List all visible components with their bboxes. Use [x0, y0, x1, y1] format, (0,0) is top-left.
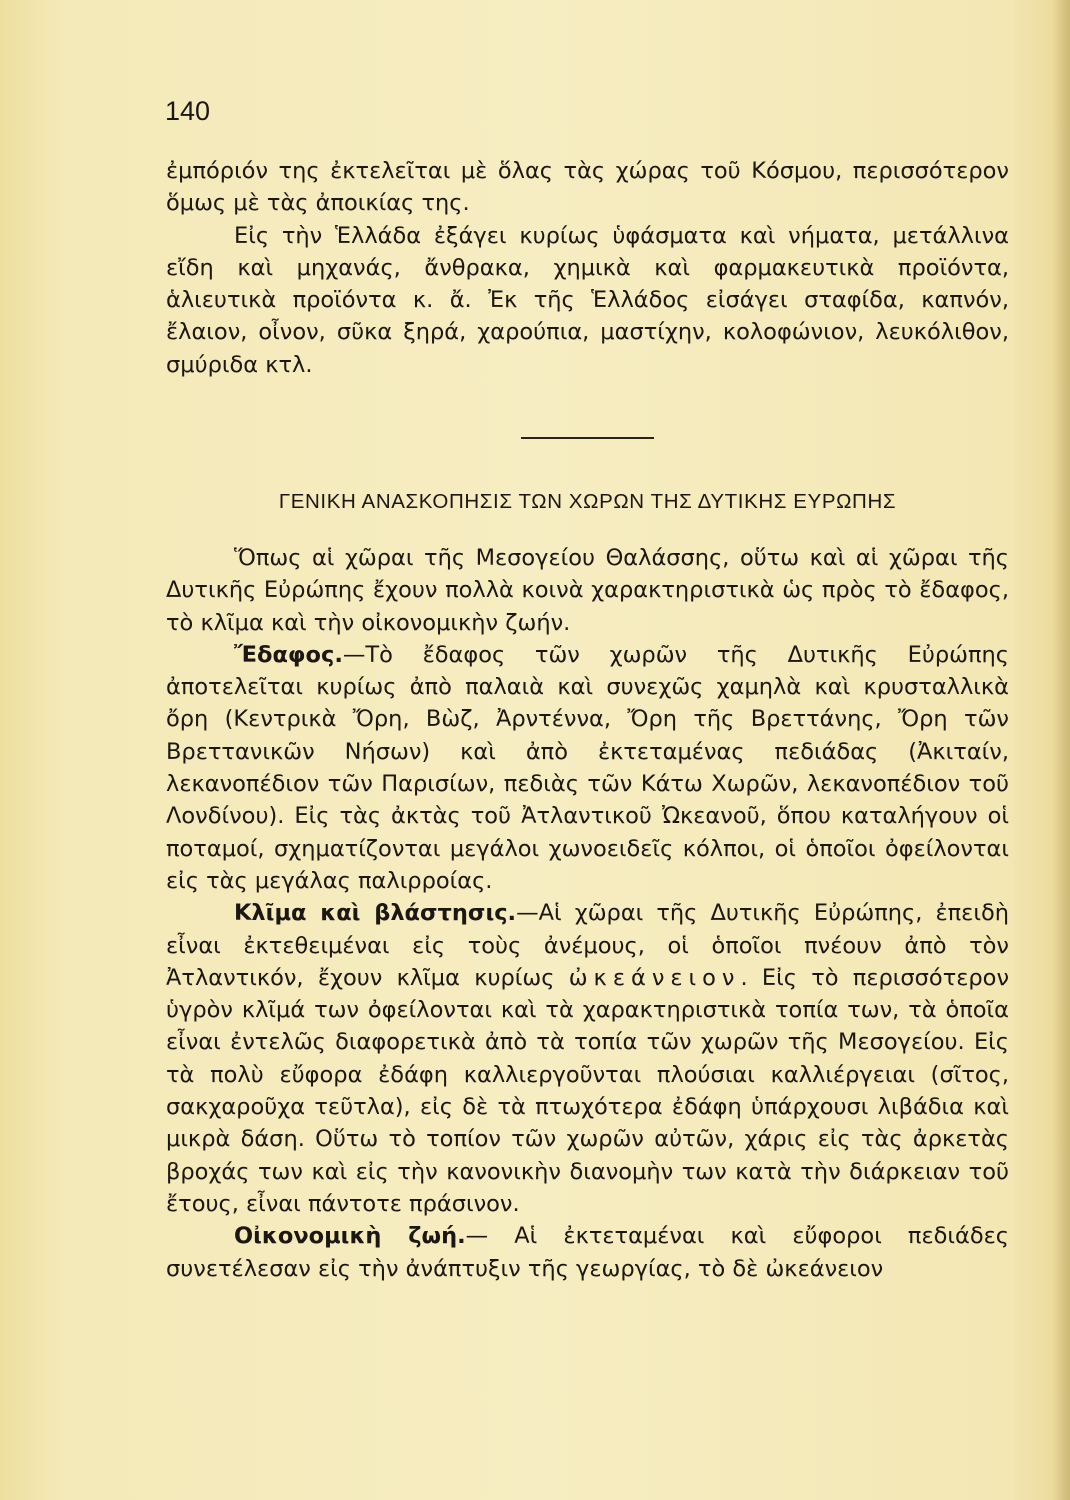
- climate-text-a: —Αἱ χῶραι τῆς Δυτικῆς Εὐρώπης, ἐπειδὴ εἶναι ἐκτεθειμέναι εἰς τοὺς ἀνέμους, οἱ ὁποῖοι πνέουν ἀπὸ τὸν Ἀτλαντικόν, ἔχουν κλῖμα κυρίως: [166, 900, 1009, 991]
- paragraph-economy: [166, 1220, 1009, 1285]
- soil-text: —Τὸ ἔδαφος τῶν χωρῶν τῆς Δυτικῆς Εὐρώπης ἀποτελεῖται κυρίως ἀπὸ παλαιὰ καὶ συνεχῶς χαμηλὰ καὶ κρυσταλλικὰ ὄρη (Κεντρικὰ Ὄρη, Βὼζ, Ἀρντέννα, Ὄρη τῆς Βρεττάνης, Ὄρη τῶν Βρεττανικῶν Νήσων) καὶ ἀπὸ ἐκτεταμένας πεδιάδας (Ἀκιταίν, λεκανοπέδιον τῶν Παρισίων, πεδιὰς τῶν Κάτω Χωρῶν, λεκανοπέδιον τοῦ Λονδίνου). Εἰς τὰς ἀκτὰς τοῦ Ἀτλαντικοῦ Ὠκεανοῦ, ὅπου καταλήγουν οἱ ποταμοί, σχηματίζονται μεγάλοι χωνοειδεῖς κόλποι, οἱ ὁποῖοι ὀφείλονται εἰς τὰς μεγάλας παλιρροίας.: [166, 641, 1009, 894]
- paragraph-section-intro: Ὅπως αἱ χῶραι τῆς Μεσογείου Θαλάσσης, οὕτω καὶ αἱ χῶραι τῆς Δυτικῆς Εὐρώπης ἔχουν πολλὰ κοινὰ χαρακτηριστικὰ ὡς πρὸς τὸ ἔδαφος, τὸ κλῖμα καὶ τὴν οἰκονομικὴν ζωήν.: [166, 545, 1009, 636]
- climate-emphasis: ὠκεάνειον: [568, 964, 741, 991]
- paragraph-soil: [166, 639, 1009, 897]
- section-divider: [521, 437, 654, 439]
- soil-title: Ἔδαφος.: [234, 641, 343, 668]
- economy-title: Οἰκονομικὴ ζωή.: [234, 1223, 466, 1250]
- climate-text-b: . Εἰς τὸ περισσότερον ὑγρὸν κλῖμά των ὀφείλονται καὶ τὰ χαρακτηριστικὰ τοπία των, τὰ ὁποῖα εἶναι ἐντελῶς διαφορετικὰ ἀπὸ τὰ τοπία τῶν χωρῶν τῆς Μεσογείου. Εἰς τὰ πολὺ εὔφορα ἐδάφη καλλιεργοῦνται πλούσιαι καλλιέργειαι (σῖτος, σακχαροῦχα τεῦτλα), εἰς δὲ τὰ πτωχότερα ἐδάφη ὑπάρχουσι λιβάδια καὶ μικρὰ δάση. Οὕτω τὸ τοπίον τῶν χωρῶν αὐτῶν, χάρις εἰς τὰς ἀρκετὰς βροχάς των καὶ εἰς τὴν κανονικὴν διανομὴν των κατὰ τὴν διάρκειαν τοῦ ἔτους, εἶναι πάντοτε πράσινον.: [166, 964, 1010, 1217]
- paragraph-trade: ἐμπόριόν της ἐκτελεῖται μὲ ὅλας τὰς χώρας τοῦ Κόσμου, περισσότερον ὅμως μὲ τὰς ἀποικίας της.: [166, 158, 1009, 217]
- paragraph-climate: [166, 897, 1009, 1220]
- page-number: 140: [165, 96, 211, 126]
- binding-shadow: [1052, 0, 1070, 1500]
- section-heading: ΓΕΝΙΚΗ ΑΝΑΣΚΟΠΗΣΙΣ ΤΩΝ ΧΩΡΩΝ ΤΗΣ ΔΥΤΙΚΗΣ ΕΥΡΩΠΗΣ: [278, 490, 897, 513]
- economy-text: — Αἱ ἐκτεταμέναι καὶ εὔφοροι πεδιάδες συνετέλεσαν εἰς τὴν ἀνάπτυξιν τῆς γεωργίας, τὸ δὲ ὠκεάνειον: [166, 1223, 1009, 1282]
- intro-text-block: [166, 155, 1009, 381]
- paragraph-exports-imports: Εἰς τὴν Ἑλλάδα ἐξάγει κυρίως ὑφάσματα καὶ νήματα, μετάλλινα εἴδη καὶ μηχανάς, ἄνθρακα, χημικὰ καὶ φαρμακευτικὰ προϊόντα, ἁλιευτικὰ προϊόντα κ. ἄ. Ἐκ τῆς Ἑλλάδος εἰσάγει σταφίδα, καπνόν, ἔλαιον, οἶνον, σῦκα ξηρά, χαρούπια, μαστίχην, κολοφώνιον, λευκόλιθον, σμύριδα κτλ.: [166, 222, 1009, 378]
- section-text-block: [166, 542, 1009, 1285]
- climate-title: Κλῖμα καὶ βλάστησις.: [234, 900, 517, 927]
